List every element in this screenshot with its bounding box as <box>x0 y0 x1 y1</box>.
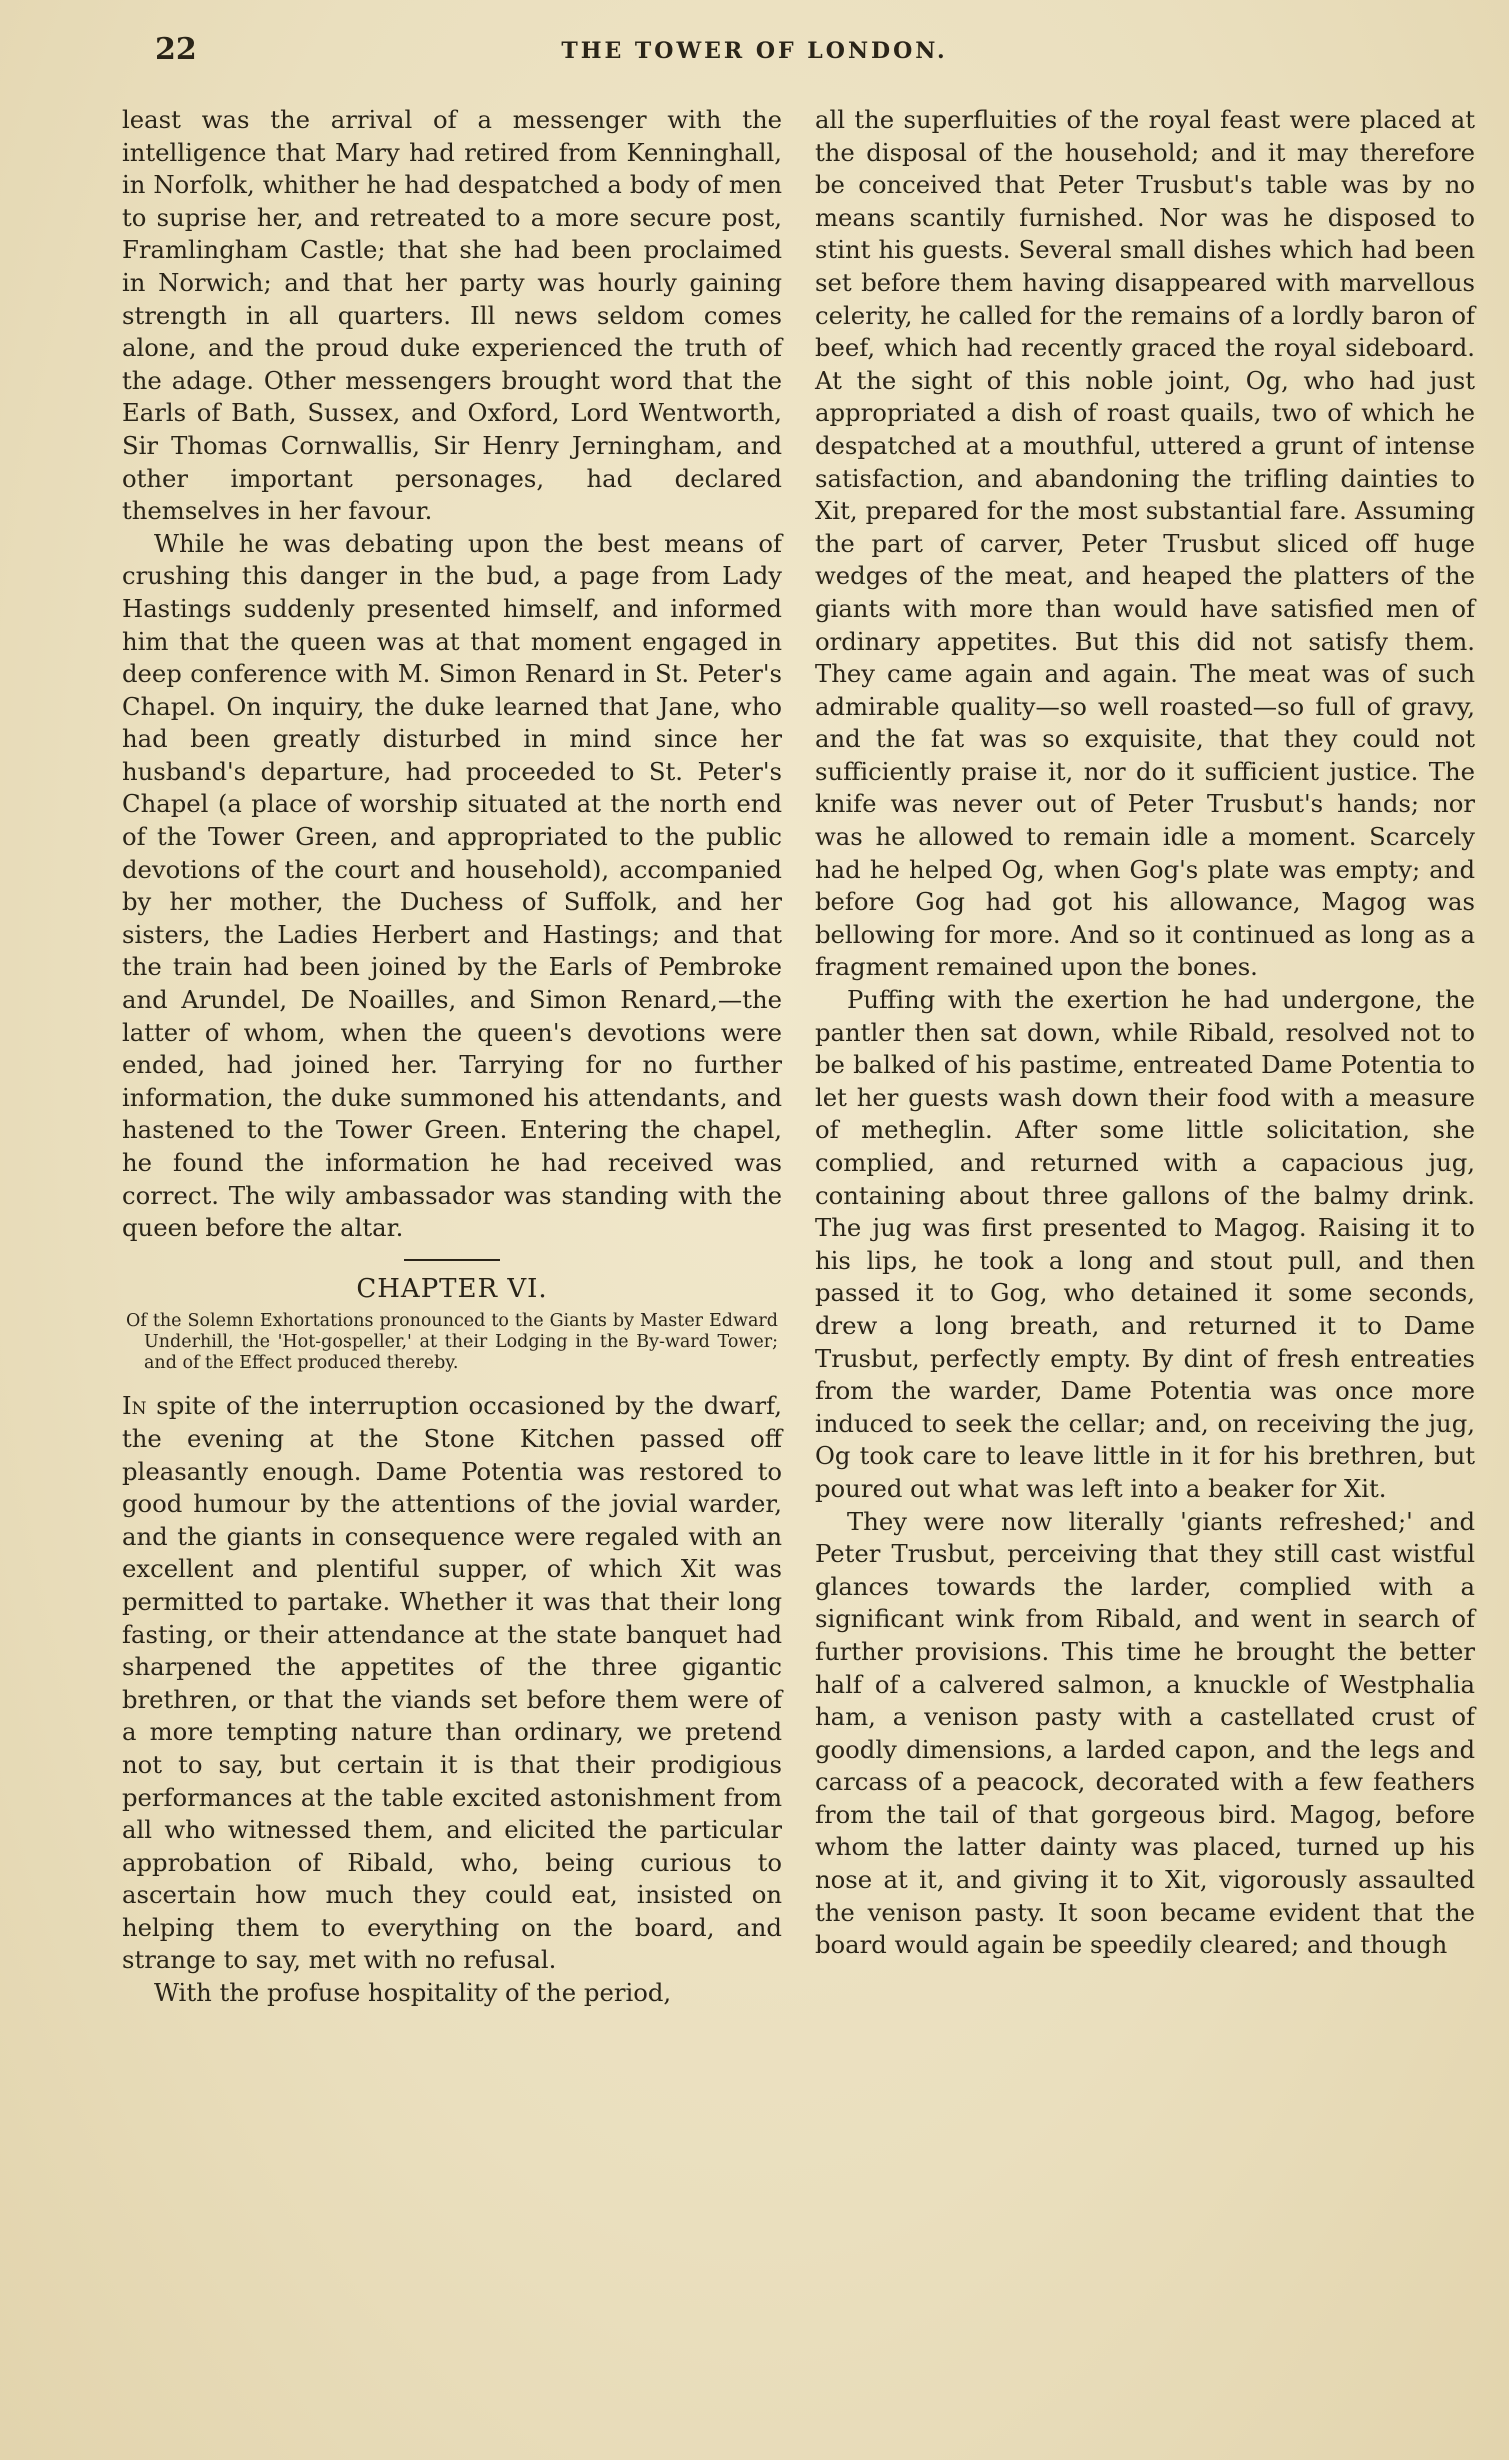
chapter-summary: Of the Solemn Exhortations pronounced to the Giants by Master Edward Underhill, the 'Hot-gospeller,' at their Lodging in the By-ward Tower; and of the Effect produced thereby. <box>126 1311 778 1374</box>
running-title: THE TOWER OF LONDON. <box>561 38 948 64</box>
paragraph-text: spite of the interruption occasioned by the dwarf, the evening at the Stone Kitchen passed off pleasantly enough. Dame Potentia was restored to good humour by the attentions of the jovial warder, and the giants in consequence were regaled with an excellent and plentiful supper, of which Xit was permitted to partake. Whether it was that their long fasting, or their attendance at the state banquet had sharpened the appetites of the three gigantic brethren, or that the viands set before them were of a more tempting nature than ordinary, we pretend not to say, but certain it is that their prodigious performances at the table excited astonishment from all who witnessed them, and elicited the particular approbation of Ribald, who, being curious to ascertain how much they could eat, insisted on helping them to everything on the board, and strange to say, met with no refusal. <box>122 1391 782 1975</box>
page-header <box>0 32 1509 72</box>
paragraph: With the profuse hospitality of the period, <box>154 1978 672 2008</box>
paragraph: all the superfluities of the royal feast were placed at the disposal of the household; and it may therefore be conceived that Peter Trusbut's table was by no means scantily furnished. Nor was he disposed to stint his guests. Several small dishes which had been set before them having disappeared with marvellous celerity, he called for the remains of a lordly baron of beef, which had recently graced the royal sideboard. At the sight of this noble joint, Og, who had just appropriated a dish of roast quails, two of which he despatched at a mouthful, uttered a grunt of intense satisfaction, and abandoning the trifling dainties to Xit, prepared for the most substantial fare. Assuming the part of carver, Peter Trusbut sliced off huge wedges of the meat, and heaped the platters of the giants with more than would have satisfied men of ordinary appetites. But this did not satisfy them. They came again and again. The meat was of such admirable quality—so well roasted—so full of gravy, and the fat was so exquisite, that they could not sufficiently praise it, nor do it sufficient justice. The knife was never out of Peter Trusbut's hands; nor was he allowed to remain idle a moment. Scarcely had he helped Og, when Gog's plate was empty; and before Gog had got his allowance, Magog was bellowing for more. And so it continued as long as a fragment remained upon the bones. <box>815 105 1475 982</box>
paragraph: They were now literally 'giants refreshed;' and Peter Trusbut, perceiving that they still cast wistful glances towards the larder, complied with a significant wink from Ribald, and went in search of further provisions. This time he brought the better half of a calvered salmon, a knuckle of Westphalia ham, a venison pasty with a castellated crust of goodly dimensions, a larded capon, and the legs and carcass of a peacock, decorated with a few feathers from the tail of that gorgeous bird. Magog, before whom the latter dainty was placed, turned up his nose at it, and giving it to Xit, vigorously assaulted the venison pasty. It soon became evident that the board would again be speedily cleared; and though <box>815 1506 1475 1960</box>
left-column <box>122 104 782 2010</box>
paragraph: Puffing with the exertion he had undergone, the pantler then sat down, while Ribald, resolved not to be balked of his pastime, entreated Dame Potentia to let her guests wash down their food with a measure of metheglin. After some little solicitation, she complied, and returned with a capacious jug, containing about three gallons of the balmy drink. The jug was first presented to Magog. Raising it to his lips, he took a long and stout pull, and then passed it to Gog, who detained it some seconds, drew a long breath, and returned it to Dame Trusbut, perfectly empty. By dint of fresh entreaties from the warder, Dame Potentia was once more induced to seek the cellar; and, on receiving the jug, Og took care to leave little in it for his brethren, but poured out what was left into a beaker for Xit. <box>815 985 1475 1503</box>
page-number: 22 <box>155 32 197 67</box>
right-column <box>815 104 1475 1962</box>
paragraph <box>122 1390 782 1977</box>
paragraph: least was the arrival of a messenger with the intelligence that Mary had retired from Kenninghall, in Norfolk, whither he had despatched a body of men to suprise her, and retreated to a more secure post, Framlingham Castle; that she had been proclaimed in Norwich; and that her party was hourly gaining strength in all quarters. Ill news seldom comes alone, and the proud duke experienced the truth of the adage. Other messengers brought word that the Earls of Bath, Sussex, and Oxford, Lord Wentworth, Sir Thomas Cornwallis, Sir Henry Jerningham, and other important personages, had declared themselves in her favour. <box>122 105 782 526</box>
chapter-title: CHAPTER VI. <box>356 1273 548 1304</box>
paragraph: While he was debating upon the best means of crushing this danger in the bud, a page from Lady Hastings suddenly presented himself, and informed him that the queen was at that moment engaged in deep conference with M. Simon Renard in St. Peter's Chapel. On inquiry, the duke learned that Jane, who had been greatly disturbed in mind since her husband's departure, had proceeded to St. Peter's Chapel (a place of worship situated at the north end of the Tower Green, and appropriated to the public devotions of the court and household), accompanied by her mother, the Duchess of Suffolk, and her sisters, the Ladies Herbert and Hastings; and that the train had been joined by the Earls of Pembroke and Arundel, De Noailles, and Simon Renard,—the latter of whom, when the queen's devotions were ended, had joined her. Tarrying for no further information, the duke summoned his attendants, and hastened to the Tower Green. Entering the chapel, he found the information he had received was correct. The wily ambassador was standing with the queen before the altar. <box>122 528 782 1243</box>
section-divider <box>404 1259 500 1261</box>
paragraph-lead: In <box>122 1391 147 1421</box>
